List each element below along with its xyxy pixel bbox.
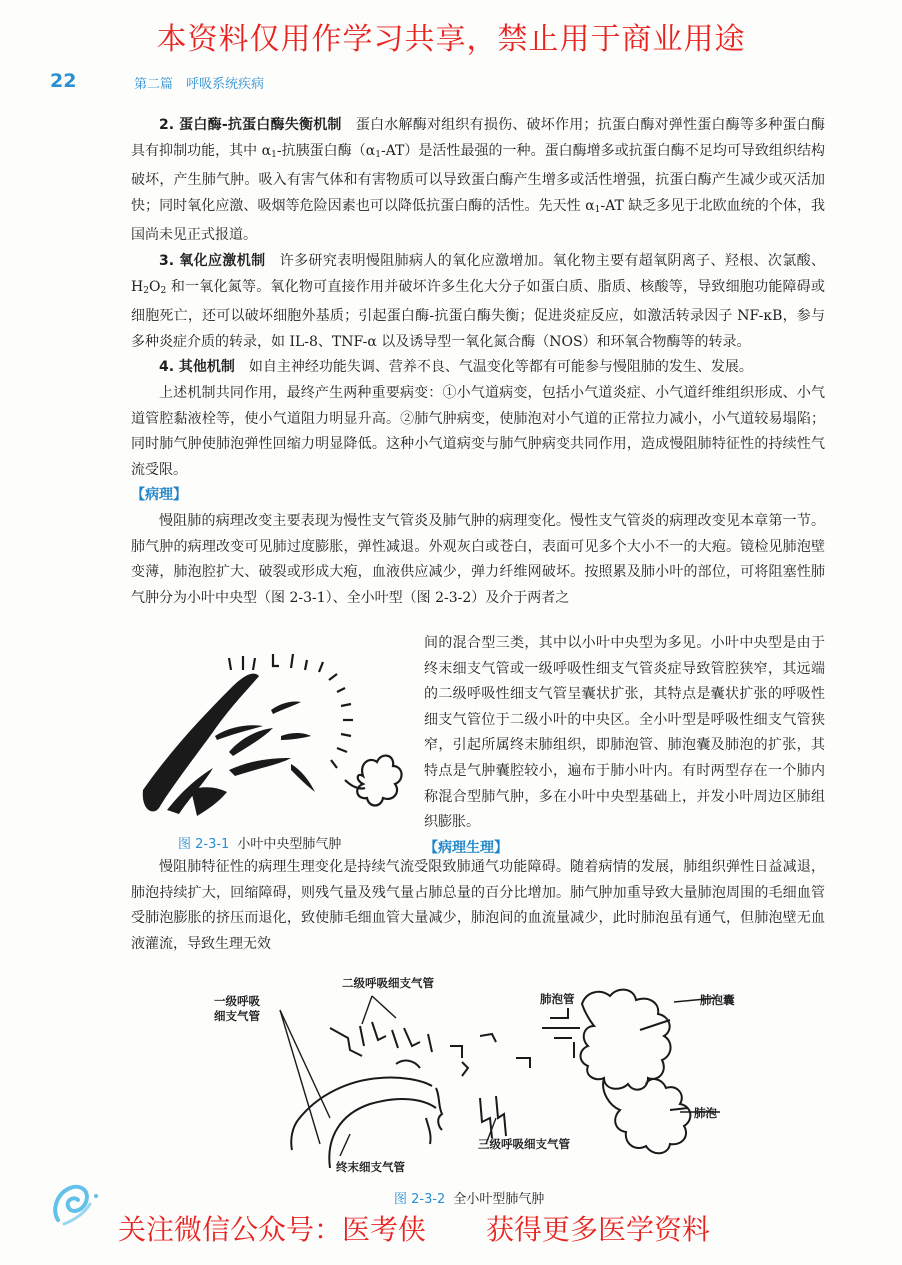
text-span: 许多研究表明慢阻肺病人的氧化应激增加。氧化物主要有超氧阴离子、羟根、次氯酸、H: [131, 252, 825, 295]
subscript: 1: [271, 149, 277, 160]
label-alveolar-sac: 肺泡囊: [700, 993, 735, 1007]
subscript: 1: [594, 204, 601, 215]
label-alveolus: 肺泡: [694, 1106, 717, 1120]
paragraph-oxidative: [131, 249, 825, 355]
figure2-caption: [394, 1188, 544, 1207]
page-number: 22: [50, 70, 77, 92]
text-span: 如自主神经功能失调、营养不良、气温变化等都有可能参与慢阻肺的发生、发展。: [234, 359, 753, 376]
publisher-logo-icon: [50, 1180, 110, 1230]
paragraph-summary: 上述机制共同作用，最终产生两种重要病变：①小气道病变，包括小气道炎症、小气道纤维组织形成、小气道管腔黏液栓等，使小气道阻力明显升高。②肺气肿病变，使肺泡对小气道的正常拉力减小，小气道较易塌陷；同时肺气肿使肺泡弹性回缩力明显降低。这种小气道病变与肺气肿病变共同作用，造成慢阻肺特征性的持续性气流受限。: [131, 384, 825, 478]
paragraph-pathology: 慢阻肺的病理改变主要表现为慢性支气管炎及肺气肿的病理变化。慢性支气管炎的病理改变见本章第一节。肺气肿的病理改变可见肺过度膨胀，弹性减退。外观灰白或苍白，表面可见多个大小不一的大疱。镜检见肺泡壁变薄，肺泡腔扩大、破裂或形成大疱，血液供应减少，弹力纤维网破坏。按照累及肺小叶的部位，可将阻塞性肺气肿分为小叶中央型（图 2-3-1）、全小叶型（图 2-3-2）及介于两者之: [131, 512, 825, 606]
subscript: 1: [375, 149, 381, 160]
paragraph-physiology: 慢阻肺特征性的病理生理变化是持续气流受限致肺通气功能障碍。随着病情的发展，肺组织弹性日益减退，肺泡持续扩大，回缩障碍，则残气量及残气量占肺总量的百分比增加。肺气肿加重导致大量肺泡周围的毛细血管受肺泡膨胀的挤压而退化，致使肺毛细血管大量减少，肺泡间的血流量减少，此时肺泡虽有通气，但肺泡壁无血液灌流，导致生理无效: [131, 859, 825, 952]
text-span: -AT 缺乏多见于北欧血统的个体，我国尚未见正式报道。: [131, 197, 825, 244]
section-heading-pathology: 【病理】: [131, 487, 187, 504]
running-head: 第二篇 呼吸系统疾病: [134, 77, 265, 92]
text-span: O: [148, 278, 161, 295]
subscript: 2: [143, 285, 149, 296]
paragraph-title: 2. 蛋白酶-抗蛋白酶失衡机制: [159, 117, 342, 133]
figure2-title: 全小叶型肺气肿: [453, 1192, 545, 1207]
watermark-bottom: [118, 1208, 710, 1248]
paragraph-other: [131, 355, 825, 381]
label-tertiary-bronchiole: 三级呼吸细支气管: [478, 1137, 570, 1151]
section-heading-physiology: 【病理生理】: [424, 839, 508, 856]
paragraph-pathology-cont: 间的混合型三类，其中以小叶中央型为多见。小叶中央型是由于终末细支气管或一级呼吸性细支气管炎症导致管腔狭窄，其远端的二级呼吸性细支气管呈囊状扩张，其特点是囊状扩张的呼吸性细支气管位于二级小叶的中央区。全小叶型是呼吸性细支气管狭窄，引起所属终末肺组织，即肺泡管、肺泡囊及肺泡的扩张，其特点是气肿囊腔较小，遍布于肺小叶内。有时两型存在一个肺内称混合型肺气肿，多在小叶中央型基础上，并发小叶周边区肺组织膨胀。: [424, 635, 825, 831]
paragraph-title: 3. 氧化应激机制: [159, 252, 266, 269]
figure1-number: 图 2-3-1: [178, 837, 230, 852]
paragraph-protease: [131, 113, 825, 249]
figure-centrilobular-illustration: [131, 640, 411, 830]
watermark-bottom-left: 关注微信公众号：医考侠: [118, 1213, 427, 1246]
subscript: 2: [160, 285, 167, 296]
text-span: -抗胰蛋白酶（α: [276, 142, 376, 159]
figure1-caption: [178, 833, 341, 852]
label-secondary-bronchiole: 二级呼吸细支气管: [342, 976, 434, 990]
text-span: 和一氧化氮等。氧化物可直接作用并破坏许多生化大分子如蛋白质、脂质、核酸等，导致细胞功能障碍或细胞死亡，还可以破坏细胞外基质；引起蛋白酶-抗蛋白酶失衡；促进炎症反应，如激活转录因子 NF-κB，参与多种炎症介质的转录，如 IL-8、TNF-α 以及诱导型一氧化氮合酶（NOS）和环氧合物酶等的转录。: [131, 278, 825, 350]
label-primary-bronchiole: 一级呼吸 细支气管: [214, 994, 260, 1023]
body-text-top: [131, 113, 825, 611]
paragraph-title: 4. 其他机制: [159, 359, 235, 376]
watermark-top: 本资料仅用作学习共享，禁止用于商业用途: [156, 22, 746, 57]
figure1-title: 小叶中央型肺气肿: [237, 837, 342, 852]
body-text-bottom: [131, 855, 825, 957]
label-alveolar-duct: 肺泡管: [540, 992, 575, 1006]
figure2-number: 图 2-3-2: [394, 1192, 446, 1207]
label-terminal-bronchiole: 终末细支气管: [336, 1160, 405, 1174]
text-span: -AT）是活性最强的一种。蛋白酶增多或抗蛋白酶不足均可导致组织结构破坏，产生肺气肿。吸入有害气体和有害物质可以导致蛋白酶产生增多或活性增强，抗蛋白酶产生减少或灭活加快；同时氧化应激、吸烟等危险因素也可以降低抗蛋白酶的活性。先天性 α: [131, 142, 825, 214]
text-span: 蛋白水解酶对组织有损伤、破坏作用；抗蛋白酶对弹性蛋白酶等多种蛋白酶具有抑制功能，其中 α: [131, 117, 825, 159]
watermark-bottom-right: 获得更多医学资料: [486, 1213, 711, 1246]
body-text-right: [424, 631, 825, 861]
